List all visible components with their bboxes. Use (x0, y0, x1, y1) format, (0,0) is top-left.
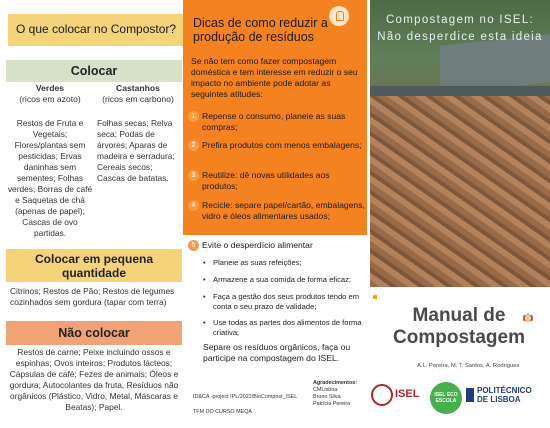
tips-title: Dicas de como reduzir a produção de resíduos (193, 16, 328, 44)
manual-title (371, 305, 547, 349)
tip-1 (188, 111, 366, 133)
ipl-mark-icon (466, 388, 474, 402)
pequena-list: Citrinos; Restos de Pão; Restos de legumes cozinhados sem gordura (tapar com terra) (10, 286, 175, 307)
project-reference: ID&CA -project IPL/2022/BioCompost_ISEL (193, 394, 298, 400)
eco-escola-logo: ISEL ECO ESCOLA (430, 382, 462, 414)
castanhos-title: Castanhos (116, 83, 160, 93)
tip-number: 1 (188, 111, 199, 122)
apple-core-icon (522, 312, 534, 326)
tip-number: 2 (188, 140, 199, 151)
bin-edge (370, 86, 550, 96)
tip-4 (188, 200, 366, 222)
ipl-line-1: POLITÉCNICO (477, 386, 532, 395)
panel1-header: O que colocar no Compostor? (8, 14, 183, 46)
tip-text: Repense o consumo, planeie as suas compras; (202, 111, 346, 132)
tfm-label: TFM DO CURSO MEQA (193, 409, 252, 415)
ack-name: CMLisboa (313, 387, 338, 393)
section-colocar: Colocar (6, 60, 182, 82)
tip-number: 4 (188, 200, 199, 211)
tip-text: Evite o desperdício alimentar (202, 240, 313, 250)
isel-logo: ISEL (395, 388, 420, 400)
verdes-title: Verdes (35, 83, 65, 93)
accent-dot (373, 295, 377, 299)
panel-reduce-waste (183, 0, 367, 428)
politecnico-logo (466, 386, 546, 404)
logos-row (367, 380, 550, 416)
tip-3 (188, 170, 366, 192)
section-pequena-quantidade: Colocar em pequena quantidade (6, 249, 182, 282)
manual-line-1: Manual de (412, 305, 506, 326)
castanhos-list: Folhas secas; Relva seca; Podas de árvores; Aparas de madeira e serradura; Cereais secos; Cascas de batatas. (97, 118, 175, 183)
seal-logo-icon (371, 384, 393, 406)
acknowledgements (313, 380, 357, 408)
ipl-line-2: DE LISBOA (477, 395, 521, 404)
tip-text: Recicle: separe papel/cartão, embalagens, vidro e óleos alimentares usados; (202, 200, 365, 221)
manual-line-2: Compostagem (393, 327, 525, 348)
tip-number: 3 (188, 170, 199, 181)
subtip: • Armazene a sua comida de forma eficaz; (203, 275, 363, 285)
tip-2 (188, 140, 366, 151)
tips-intro: Se não tem como fazer compostagem doméstica e tem interesse em reduzir o seu impacto no ambiente pode adotar as seguintes atitudes: (191, 56, 358, 99)
verdes-list: Restos de Fruta e Vegetais; Flores/plantas sem pesticidas; Ervas daninhas sem sementes; Folhas verdes; Borras de café e Saquetas de chá (apenas de papel); Cascas de ovo partidas. (7, 118, 93, 238)
cover-overlay-title (370, 12, 550, 46)
verdes-subtitle: (ricos em azoto) (19, 94, 81, 104)
verdes-heading (6, 83, 94, 105)
section-nao-colocar: Não colocar (6, 321, 182, 345)
ack-name: Patrícia Pereira (313, 401, 351, 407)
panel-cover (367, 0, 550, 428)
panel-what-to-compost (0, 0, 183, 428)
subtip: • Faça a gestão dos seus produtos tendo em conta o seu prazo de validade; (203, 292, 363, 312)
tip-5 (188, 240, 366, 251)
subtip: • Use todas as partes dos alimentos de forma criativa; (203, 318, 363, 338)
authors: A.L. Pereira, M. T. Santos, A. Rodrigues (417, 363, 520, 369)
compost-leaves (370, 96, 550, 287)
subtip: • Planeie as suas refeições; (203, 258, 363, 268)
tip-text: Reutilize: dê novas utilidades aos produtos; (202, 170, 330, 191)
closing-text: Separe os resíduos orgânicos, faça ou participe na compostagem do ISEL. (203, 342, 351, 363)
ack-name: Bruno Silva (313, 394, 341, 400)
ack-title: Agradecimentos: (313, 380, 358, 386)
castanhos-subtitle: (ricos em carbono) (102, 94, 174, 104)
nao-colocar-list: Restos de carne; Peixe incluindo ossos e espinhas; Ovos inteiros; Produtos lácteos; Cápsulas de café; Fezes de animais; Óleos e gordura; Autocolantes da fruta, Resíduos não orgânicos (Plástico, Vidro, Metal, Máscaras e Beatas); Papel. (9, 347, 179, 412)
tip-number: 5 (188, 240, 199, 251)
overlay-line-2: Não desperdice esta ideia (377, 31, 543, 43)
overlay-line-1: Compostagem no ISEL: (385, 14, 535, 26)
castanhos-heading (94, 83, 182, 105)
lightbulb-icon (329, 6, 349, 26)
tip-text: Prefira produtos com menos embalagens; (202, 140, 362, 150)
